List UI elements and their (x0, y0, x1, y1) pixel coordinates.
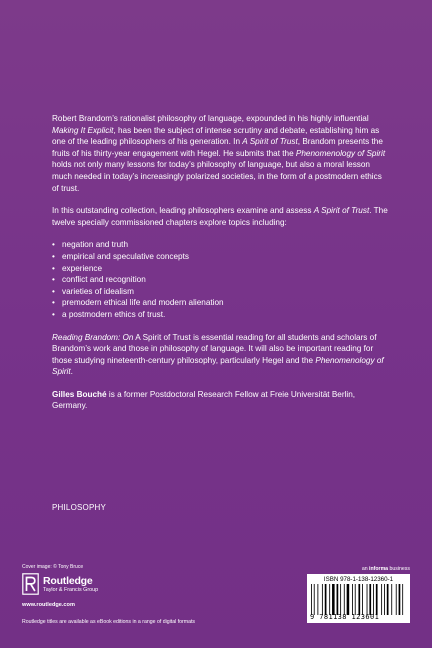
topic-item: • experience (52, 263, 388, 275)
routledge-logo-icon (22, 573, 39, 595)
text-run: A Spirit of Trust is essential reading for all students and scholars of Brandom’s work and those in philosophy of language. It will also be important reading for those studying nineteenth-century philosophy, particularly Hegel and the (52, 332, 377, 365)
text-run: , has been the subject of intense scrutiny and debate, establishing him as one of the leading philosophers of his generation. In (52, 125, 380, 147)
text-run: . The twelve specially commissioned chapters explore topics including: (52, 206, 388, 227)
description-paragraph-1 (52, 113, 388, 194)
informa-brand: informa (369, 566, 389, 572)
topic-item: • a postmodern ethics of trust. (52, 309, 388, 321)
author-bio (52, 389, 388, 412)
topic-item: • premodern ethical life and modern alienation (52, 297, 388, 309)
topic-item: • empirical and speculative concepts (52, 251, 388, 263)
author-name: Gilles Bouché (52, 389, 107, 399)
text-run: , Brandom presents the fruits of his thirty-year engagement with Hegel. He submits that the (52, 137, 383, 158)
text-run: . (70, 367, 73, 377)
barcode-digits: 9 781138 123601 (310, 613, 380, 621)
publisher-url: www.routledge.com (22, 602, 75, 608)
informa-business-note (362, 566, 410, 572)
subject-category: PHILOSOPHY (52, 503, 107, 512)
text-run: an (361, 566, 370, 572)
isbn-label: ISBN 978-1-138-12360-1 (323, 576, 394, 583)
topic-list (52, 239, 388, 320)
book-title-a-spirit-of-trust: A Spirit of Trust (242, 137, 298, 147)
publisher-group: Taylor & Francis Group (43, 586, 99, 593)
author-bio-text: is a former Postdoctoral Research Fellow at Freie Universität Berlin, Germany. (52, 389, 356, 411)
book-title-phenomenology: Phenomenology of Spirit (295, 148, 386, 158)
text-run: Robert Brandom’s rationalist philosophy of language, expounded in his highly influential (52, 114, 369, 123)
book-title-phenomenology: Phenomenology of Spirit (52, 355, 384, 377)
description-block (52, 113, 388, 423)
book-title-a-spirit-of-trust: A Spirit of Trust (313, 206, 370, 216)
text-run: business (388, 566, 410, 572)
text-run: In this outstanding collection, leading philosophers examine and assess (52, 206, 314, 216)
publisher-name: Routledge (43, 574, 93, 587)
barcode-box (307, 574, 410, 623)
description-paragraph-3 (52, 332, 388, 378)
book-title-making-it-explicit: Making It Explicit (52, 125, 114, 135)
topic-item: • negation and truth (52, 239, 388, 251)
cover-image-credit: Cover image: © Tony Bruce (22, 564, 84, 570)
publisher-text (43, 576, 98, 593)
barcode-icon (310, 584, 407, 615)
publisher-logo (22, 573, 98, 595)
topic-item: • conflict and recognition (52, 274, 388, 286)
ebook-footnote: Routledge titles are available as eBook editions in a range of digital formats (22, 619, 196, 625)
topic-item: • varieties of idealism (52, 286, 388, 298)
book-title-reading-brandom: Reading Brandom: On (52, 332, 134, 342)
description-paragraph-2 (52, 205, 388, 228)
text-run: holds not only many lessons for today’s philosophy of language, but also a moral lesson much needed in today’s increasingly polarized societies, in the form of a postmodern ethics of trust. (52, 160, 382, 193)
